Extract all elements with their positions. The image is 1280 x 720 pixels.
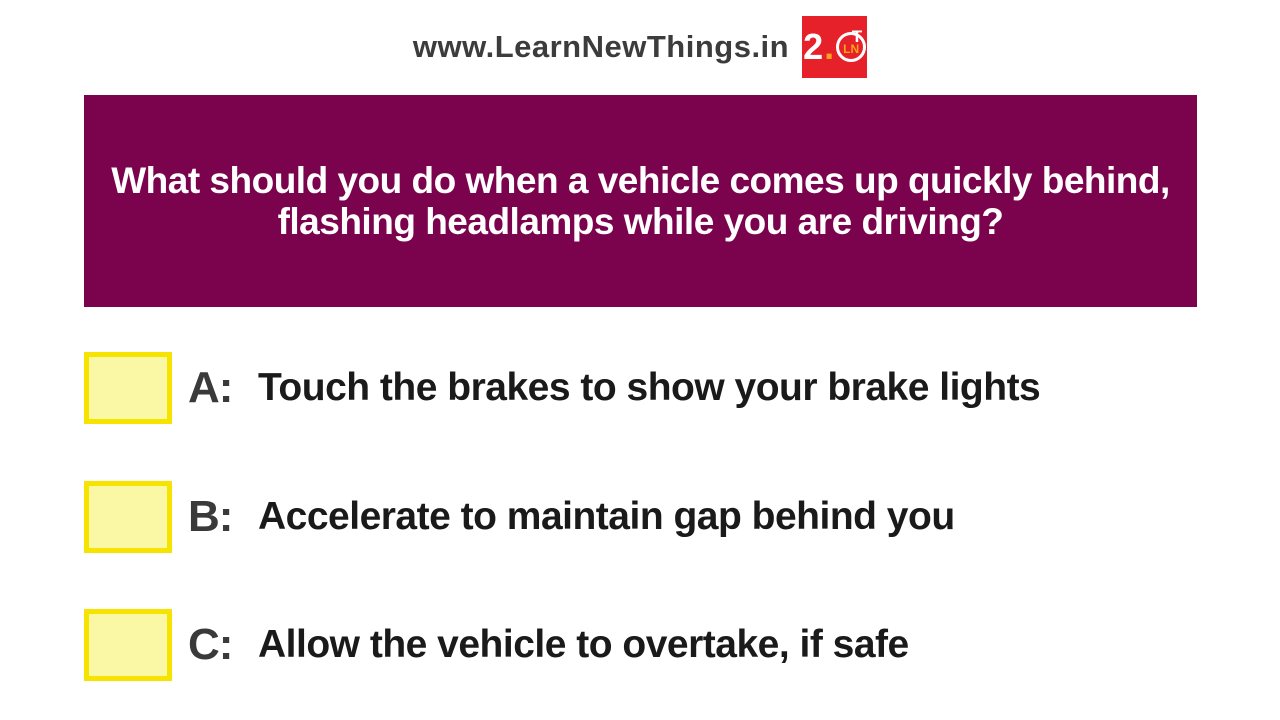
option-a-checkbox[interactable] (84, 352, 172, 424)
logo-t-text: T (851, 27, 863, 46)
question-banner (84, 95, 1197, 307)
option-c-text: Allow the vehicle to overtake, if safe (258, 623, 909, 666)
option-b-label: B: (188, 492, 233, 541)
logo-number: 2 (803, 26, 824, 67)
option-row-c[interactable] (84, 609, 909, 681)
option-row-b[interactable] (84, 481, 955, 553)
option-c-label: C: (188, 620, 233, 669)
option-a-label: A: (188, 363, 233, 412)
header (0, 14, 1280, 80)
option-c-checkbox[interactable] (84, 609, 172, 681)
lnt-logo (802, 16, 867, 78)
question-line-2: flashing headlamps while you are driving? (277, 201, 1004, 242)
option-row-a[interactable] (84, 352, 1040, 424)
option-b-text: Accelerate to maintain gap behind you (258, 495, 955, 538)
logo-zero-circle-icon (836, 27, 866, 62)
option-a-text: Touch the brakes to show your brake lights (258, 366, 1041, 409)
option-b-checkbox[interactable] (84, 481, 172, 553)
logo-dot: . (824, 26, 835, 67)
site-url: www.LearnNewThings.in (412, 29, 790, 64)
question-line-1: What should you do when a vehicle comes up quickly behind, (111, 160, 1170, 201)
logo-ln-text: LN (843, 42, 860, 56)
